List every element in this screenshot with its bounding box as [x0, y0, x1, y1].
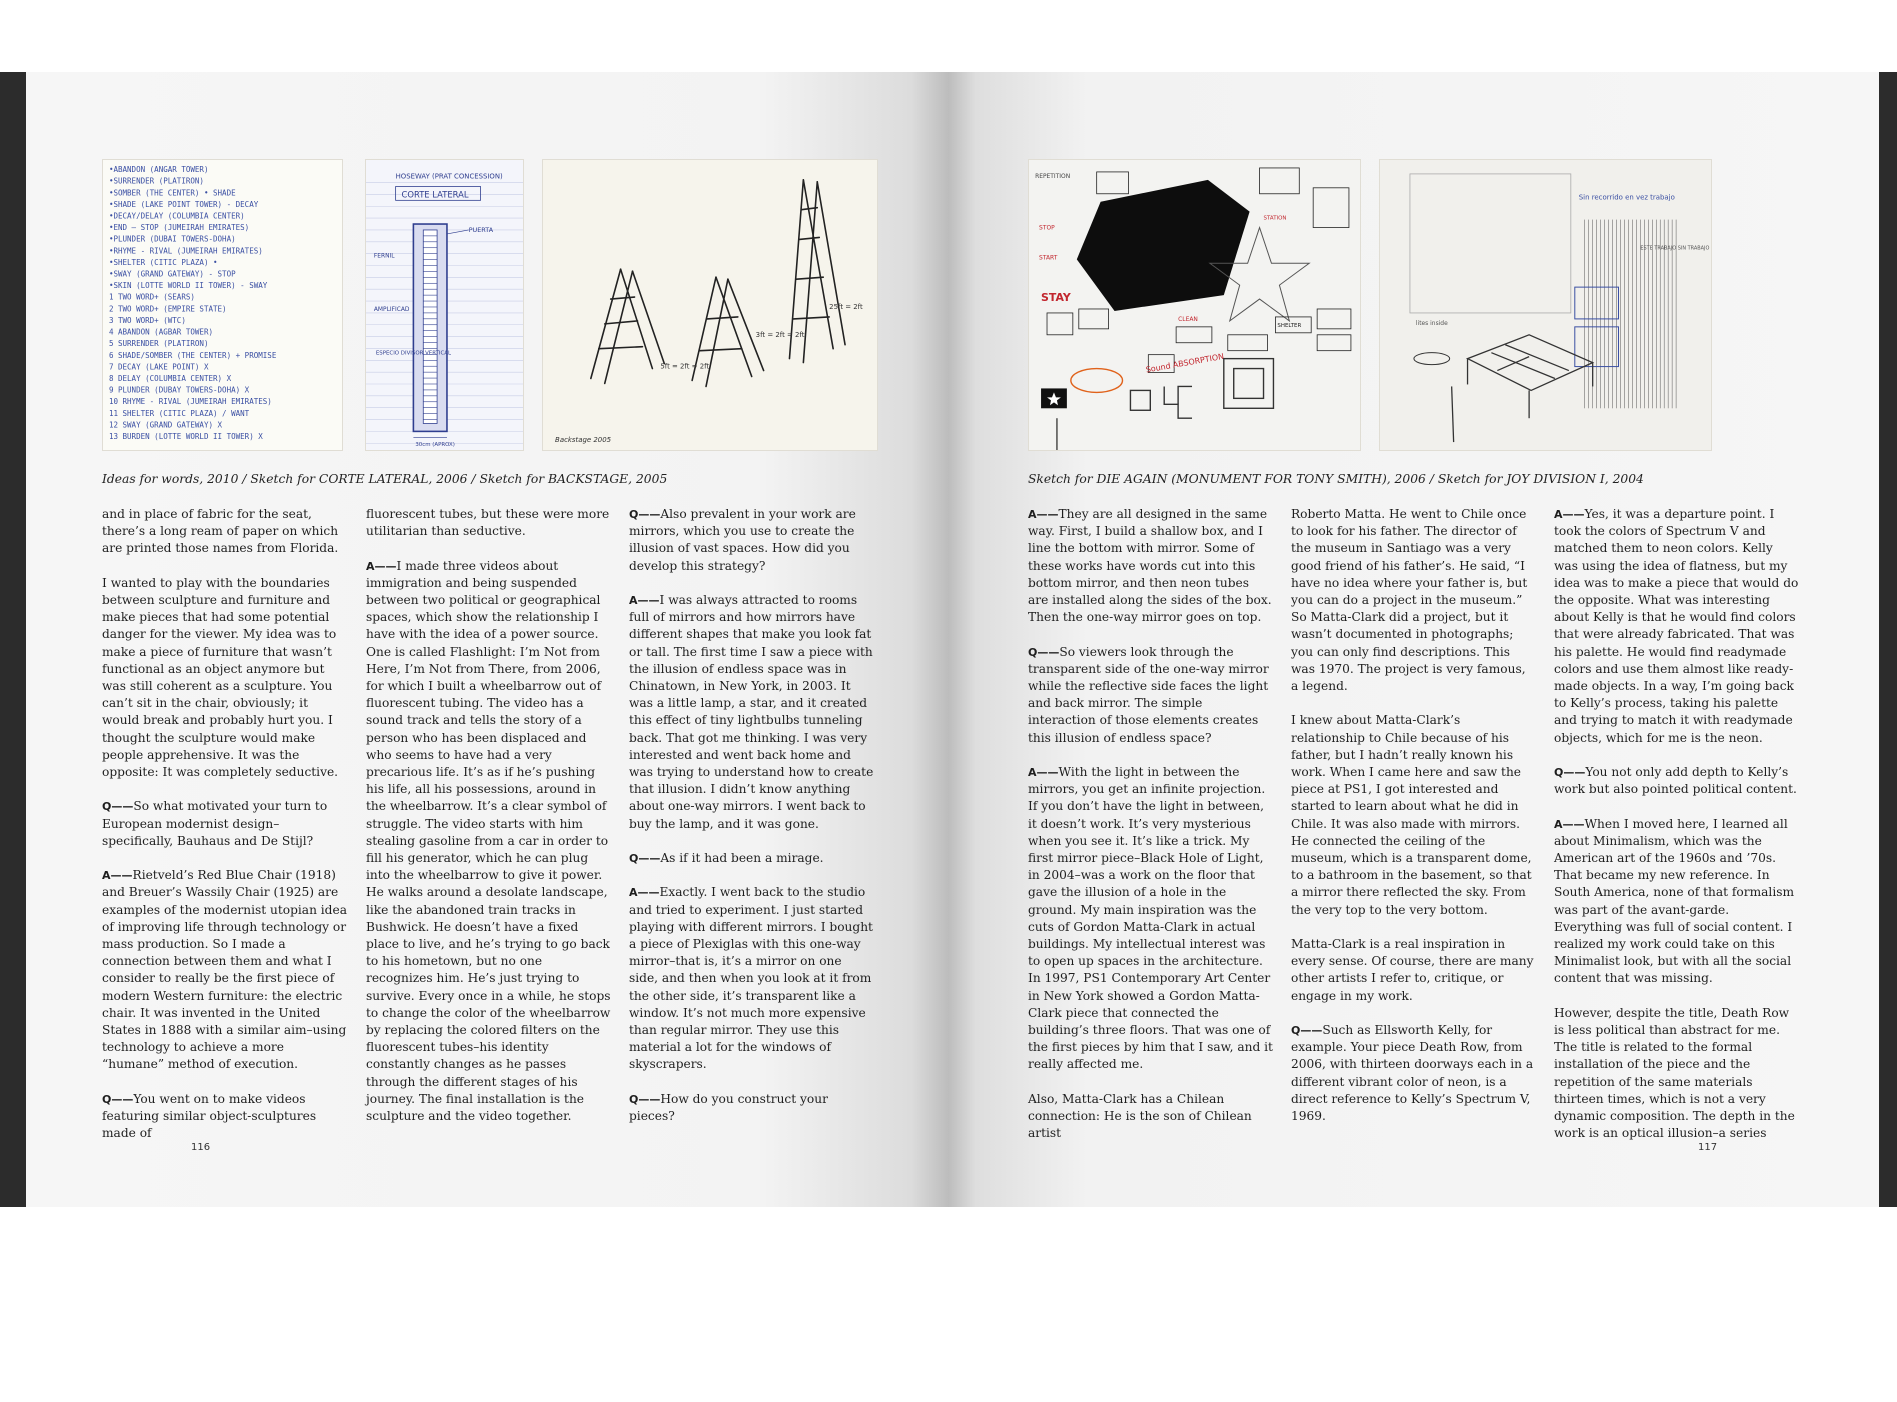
words-list-line: •SWAY (GRAND GATEWAY) - STOP: [108, 269, 236, 279]
words-list-line: •SKIN (LOTTE WORLD II TOWER) - SWAY: [108, 281, 268, 291]
paragraph-text: You went on to make videos featuring similar object-sculptures made of: [102, 1091, 317, 1141]
words-list-line: 7 DECAY (LAKE POINT) X: [108, 362, 209, 372]
paragraph-text: With the light in between the mirrors, you get an infinite projection. If you don’t have the light in between, it doesn’t work. It’s very mysterious when you see it. It’s like a trick. My first mirror piece–Black Hole of Light, in 2004–was a work on the floor that gave the illusion of a hole in the ground. My main inspiration was the cuts of Gordon Matta-Clark in actual buildings. My intellectual interest was to open up spaces in the architecture. In 1997, PS1 Contemporary Art Center in New York showed a Gordon Matta-Clark piece that connected the building’s three floors. That was one of the first pieces by him that I saw, and it really affected me.: [1028, 765, 1273, 1072]
joy-division-note: ESTE TRABAJO SIN TRABAJO: [1640, 245, 1710, 252]
paragraph-text: So viewers look through the transparent side of the one-way mirror while the reflective side faces the light and back mirror. The simple interaction of those elements creates this illusion of endless space?: [1028, 644, 1269, 745]
figure-die-again: [1028, 159, 1361, 451]
die-again-label-repetition: REPETITION: [1035, 172, 1071, 180]
paragraph-text: Matta-Clark is a real inspiration in every sense. Of course, there are many other artists I refer to, critique, or engage in my work.: [1291, 937, 1534, 1003]
paragraph-text: I was always attracted to rooms full of mirrors and how mirrors have different shapes that make you look fat or tall. The first time I saw a piece with the illusion of endless space was in Chinatown, in New York, in 2003. It was a little lamp, a star, and it created this effect of tiny lightbulbs tunneling back. That got me thinking. I was very interested and went back home and was trying to understand how to create that illusion. I didn’t know anything about one-way mirrors. I went back to buy the lamp, and it was gone.: [629, 593, 874, 831]
paragraph: [366, 506, 611, 540]
words-list-line: 11 SHELTER (CITIC PLAZA) / WANT: [108, 408, 250, 418]
paragraph-text: How do you construct your pieces?: [629, 1091, 828, 1124]
qa-marker: A——: [1028, 508, 1059, 521]
paragraph-text: So what motivated your turn to European modernist design–specifically, Bauhaus and De Stijl?: [102, 799, 328, 848]
corte-title: CORTE LATERAL: [401, 189, 469, 200]
corte-label-amplificador: AMPLIFICAD: [373, 306, 410, 313]
left-column-2: [366, 506, 611, 1142]
corte-label-espejo: ESPECIO DIVISOR VERTICAL: [375, 350, 452, 357]
left-column-1: [102, 506, 347, 1160]
words-list-line: •RHYME - RIVAL (JUMEIRAH EMIRATES): [108, 246, 263, 256]
paragraph: [1028, 644, 1273, 747]
paragraph-text: I made three videos about immigration and being suspended between two political or geographical spaces, which show the relationship I have with the idea of a power source. One is called Flashlight: I’m Not from Here, I’m Not from There, from 2006, for which I built a wheelbarrow out of fluorescent tubing. The video has a sound track and tells the story of a person who has been displaced and who seems to have had a very precarious life. It’s as if he’s pushing his life, all his possessions, around in the wheelbarrow. It’s a clear symbol of struggle. The video starts with him stealing gasoline from a car in order to fill his generator, which he can plug into the wheelbarrow to give it power. He walks around a desolate landscape, like the abandoned train tracks in Bushwick. He doesn’t have a fixed place to live, and he’s trying to go back to his hometown, but no one recognizes him. He’s just trying to survive. Every once in a while, he stops to change the color of the wheelbarrow by replacing the colored filters on the fluorescent tubes–his identity constantly changes as he passes through the different stages of his journey. The final installation is the sculpture and the video together.: [366, 558, 611, 1124]
paragraph: [1291, 506, 1536, 695]
qa-marker: A——: [1554, 508, 1585, 521]
paragraph-text: Exactly. I went back to the studio and tried to experiment. I just started playing with different mirrors. I bought a piece of Plexiglas with this one-way mirror–that is, it’s a mirror on one side, and then when you look at it from the other side, it’s transparent like a window. It’s not much more expensive than regular mirror. They use this material a lot for the windows of skyscrapers.: [629, 885, 873, 1072]
words-list-line: 2 TWO WORD+ (EMPIRE STATE): [108, 304, 227, 314]
joy-division-title: Sin recorrido en vez trabajo: [1578, 193, 1675, 202]
die-again-sound-absorption: Sound ABSORPTION: [1145, 351, 1225, 375]
paragraph: [1554, 816, 1799, 988]
paragraph: [629, 1091, 874, 1125]
words-list-line: 9 PLUNDER (DUBAY TOWERS-DOHA) X: [108, 385, 250, 395]
paragraph: [102, 798, 347, 850]
paragraph: [1028, 506, 1273, 626]
paragraph-text: I knew about Matta-Clark’s relationship to Chile because of his father, but I hadn’t really known his work. When I came here and saw the piece at PS1, I got interested and started to learn about what he did in Chile. It was also made with mirrors. He connected the ceiling of the museum, which is a transparent dome, to a bathroom in the basement, so that a mirror there reflected the sky. From the very top to the very bottom.: [1291, 713, 1532, 917]
words-list-sketch: [103, 160, 342, 450]
qa-marker: Q——: [1291, 1024, 1323, 1038]
book-cover-right-edge: [1879, 72, 1897, 1207]
die-again-label-clean: CLEAN: [1178, 315, 1198, 323]
figure-ideas-for-words: [102, 159, 343, 451]
qa-marker: Q——: [629, 1092, 661, 1106]
paragraph-text: Rietveld’s Red Blue Chair (1918) and Breuer’s Wassily Chair (1925) are examples of the modernist utopian idea of improving life through technology or mass production. So I made a connection between them and what I consider to really be the first piece of modern Western furniture: the electric chair. It was invented in the United States in 1888 with a similar aim–using technology to achieve a more “humane” method of execution.: [102, 868, 347, 1072]
paragraph-text: Such as Ellsworth Kelly, for example. Your piece Death Row, from 2006, with thirteen doorways each in a different vibrant color of neon, is a direct reference to Kelly’s Spectrum V, 1969.: [1291, 1023, 1534, 1124]
words-list-line: 1 TWO WORD+ (SEARS): [108, 292, 195, 302]
paragraph: [1028, 1091, 1273, 1143]
paragraph: [629, 884, 874, 1073]
paragraph: [102, 1091, 347, 1143]
right-figure-caption: Sketch for DIE AGAIN (MONUMENT FOR TONY SMITH), 2006 / Sketch for JOY DIVISION I, 2004: [1028, 472, 1644, 486]
paragraph: [102, 575, 347, 781]
paragraph: [629, 592, 874, 833]
corte-label-fernil: FERNIL: [373, 253, 395, 260]
words-list-line: 12 SWAY (GRAND GATEWAY) X: [108, 420, 223, 430]
paragraph-text: You not only add depth to Kelly’s work but also pointed political content.: [1554, 765, 1797, 797]
die-again-label-start: START: [1039, 254, 1058, 262]
words-list-line: 10 RHYME - RIVAL (JUMEIRAH EMIRATES): [108, 397, 272, 407]
paragraph: [1291, 936, 1536, 1005]
words-list-line: •SHADE (LAKE POINT TOWER) - DECAY: [108, 199, 259, 209]
paragraph: [629, 506, 874, 575]
figure-corte-lateral: [365, 159, 524, 451]
corte-label-dimension: 30cm (APROX): [415, 442, 455, 449]
right-column-3: [1554, 506, 1799, 1160]
backstage-dim-2: 3ft = 2ft = 2ft: [755, 330, 805, 339]
paragraph-text: I wanted to play with the boundaries between sculpture and furniture and make pieces that had some potential danger for the viewer. My idea was to make a piece of furniture that wasn’t functional as an object anymore but was still coherent as a sculpture. You can’t sit in the chair, obviously; it would break and probably hurt you. I thought the sculpture would make people apprehensive. It was the opposite: It was completely seductive.: [102, 575, 339, 780]
words-list-line: 5 SURRENDER (PLATIRON): [108, 339, 209, 349]
page-number-right: 117: [1698, 1142, 1718, 1153]
paragraph-text: However, despite the title, Death Row is less political than abstract for me. The title is related to the formal installation of the piece and the repetition of the same materials thirteen times, which is not a very dynamic composition. The depth in the work is an optical illusion–a series: [1554, 1005, 1795, 1141]
joy-division-label-left: lites inside: [1415, 319, 1448, 327]
book-cover-left-edge: [0, 72, 26, 1207]
book-spread: [0, 72, 1897, 1207]
corte-lateral-sketch: [366, 160, 523, 450]
paragraph-text: When I moved here, I learned all about Minimalism, which was the American art of the 1960s and ’70s. That became my new reference. In South America, none of that formalism was part of the avant-garde. Everything was full of social content. I realized my work could take on this Minimalist look, but with all the social content that was missing.: [1554, 816, 1795, 986]
figure-joy-division: [1379, 159, 1712, 451]
qa-marker: A——: [1028, 766, 1059, 780]
paragraph-text: Also, Matta-Clark has a Chilean connection: He is the son of Chilean artist: [1028, 1091, 1252, 1141]
words-list-line: •END — STOP (JUMEIRAH EMIRATES): [108, 223, 250, 233]
right-column-1: [1028, 506, 1273, 1160]
words-list-line: •ABANDON (ANGAR TOWER): [108, 165, 209, 175]
figure-backstage: [542, 159, 878, 451]
paragraph: [102, 867, 347, 1073]
page-number-left: 116: [191, 1142, 211, 1153]
words-list-line: •SURRENDER (PLATIRON): [108, 176, 204, 186]
words-list-line: 3 TWO WORD+ (WTC): [108, 315, 186, 325]
die-again-label-stop: STOP: [1039, 224, 1055, 232]
paragraph: [1291, 712, 1536, 918]
right-column-2: [1291, 506, 1536, 1142]
qa-marker: Q——: [1554, 766, 1586, 780]
words-list-line: •SHELTER (CITIC PLAZA) •: [108, 257, 218, 267]
qa-marker: A——: [629, 886, 660, 900]
paragraph-text: and in place of fabric for the seat, there’s a long ream of paper on which are printed those names from Florida.: [102, 507, 339, 556]
backstage-ladders-sketch: [543, 160, 877, 450]
corte-label-puerta: PUERTA: [468, 225, 494, 234]
left-page: [26, 72, 948, 1207]
words-list-line: 6 SHADE/SOMBER (THE CENTER) + PROMISE: [108, 350, 277, 360]
qa-marker: Q——: [1028, 645, 1060, 659]
backstage-signature: Backstage 2005: [555, 436, 612, 445]
paragraph: [1291, 1022, 1536, 1125]
qa-marker: Q——: [629, 508, 661, 521]
qa-marker: A——: [629, 594, 660, 607]
backstage-dim-1: 25ft = 2ft: [829, 302, 863, 311]
words-list-line: •SOMBER (THE CENTER) • SHADE: [108, 188, 236, 198]
die-again-label-shelter: SHELTER: [1277, 322, 1302, 329]
words-list-line: •PLUNDER (DUBAI TOWERS-DOHA): [108, 234, 236, 244]
paragraph-text: As if it had been a mirage.: [660, 851, 824, 866]
words-list-line: 13 BURDEN (LOTTE WORLD II TOWER) X: [108, 431, 263, 441]
qa-marker: A——: [1554, 817, 1585, 831]
die-again-sketch: [1029, 160, 1360, 450]
joy-division-sketch: [1380, 160, 1711, 450]
paragraph: [1554, 764, 1799, 798]
words-list-line: 4 ABANDON (AGBAR TOWER): [108, 327, 214, 337]
qa-marker: Q——: [102, 800, 134, 814]
left-figure-caption: Ideas for words, 2010 / Sketch for CORTE LATERAL, 2006 / Sketch for BACKSTAGE, 2005: [102, 472, 668, 486]
paragraph-text: Yes, it was a departure point. I took the colors of Spectrum V and matched them to neon colors. Kelly was using the idea of flatness, but my idea was to make a piece that would do the opposite. What was interesting about Kelly is that he would find colors that were already fabricated. That was his palette. He would find readymade colors and use them almost like ready-made objects. In a way, I’m going back to Kelly’s process, taking his palette and trying to match it with readymade objects, which for me is the neon.: [1554, 507, 1799, 745]
qa-marker: Q——: [102, 1092, 134, 1106]
right-page: [948, 72, 1879, 1207]
paragraph: [1554, 1005, 1799, 1143]
qa-marker: A——: [102, 869, 133, 883]
backstage-dim-3: 5ft = 2ft = 2ft: [660, 362, 710, 371]
paragraph: [102, 506, 347, 558]
left-column-3: [629, 506, 874, 1142]
corte-top-note: HOSEWAY (PRAT CONCESSION): [395, 172, 503, 181]
paragraph-text: Roberto Matta. He went to Chile once to look for his father. The director of the museum in Santiago was a very good friend of his father’s. He said, “I have no idea where your father is, but you can do a project in the museum.” So Matta-Clark did a project, but it wasn’t documented in photographs; you can only find descriptions. This was 1970. The project is very famous, a legend.: [1291, 507, 1528, 694]
paragraph: [1554, 506, 1799, 747]
die-again-label-station: STATION: [1263, 215, 1287, 222]
paragraph-text: Also prevalent in your work are mirrors, which you use to create the illusion of vast spaces. How did you develop this strategy?: [629, 507, 856, 573]
qa-marker: A——: [366, 559, 397, 573]
paragraph: [366, 558, 611, 1126]
die-again-stay: STAY: [1041, 291, 1071, 305]
paragraph-text: fluorescent tubes, but these were more utilitarian than seductive.: [366, 507, 610, 539]
qa-marker: Q——: [629, 852, 661, 866]
paragraph-text: They are all designed in the same way. First, I build a shallow box, and I line the bottom with mirror. Some of these works have words cut into this bottom mirror, and then neon tubes are installed along the sides of the box. Then the one-way mirror goes on top.: [1028, 507, 1272, 625]
paragraph: [629, 850, 874, 867]
paragraph: [1028, 764, 1273, 1074]
words-list-line: •DECAY/DELAY (COLUMBIA CENTER): [108, 211, 245, 221]
words-list-line: 8 DELAY (COLUMBIA CENTER) X: [108, 373, 232, 383]
